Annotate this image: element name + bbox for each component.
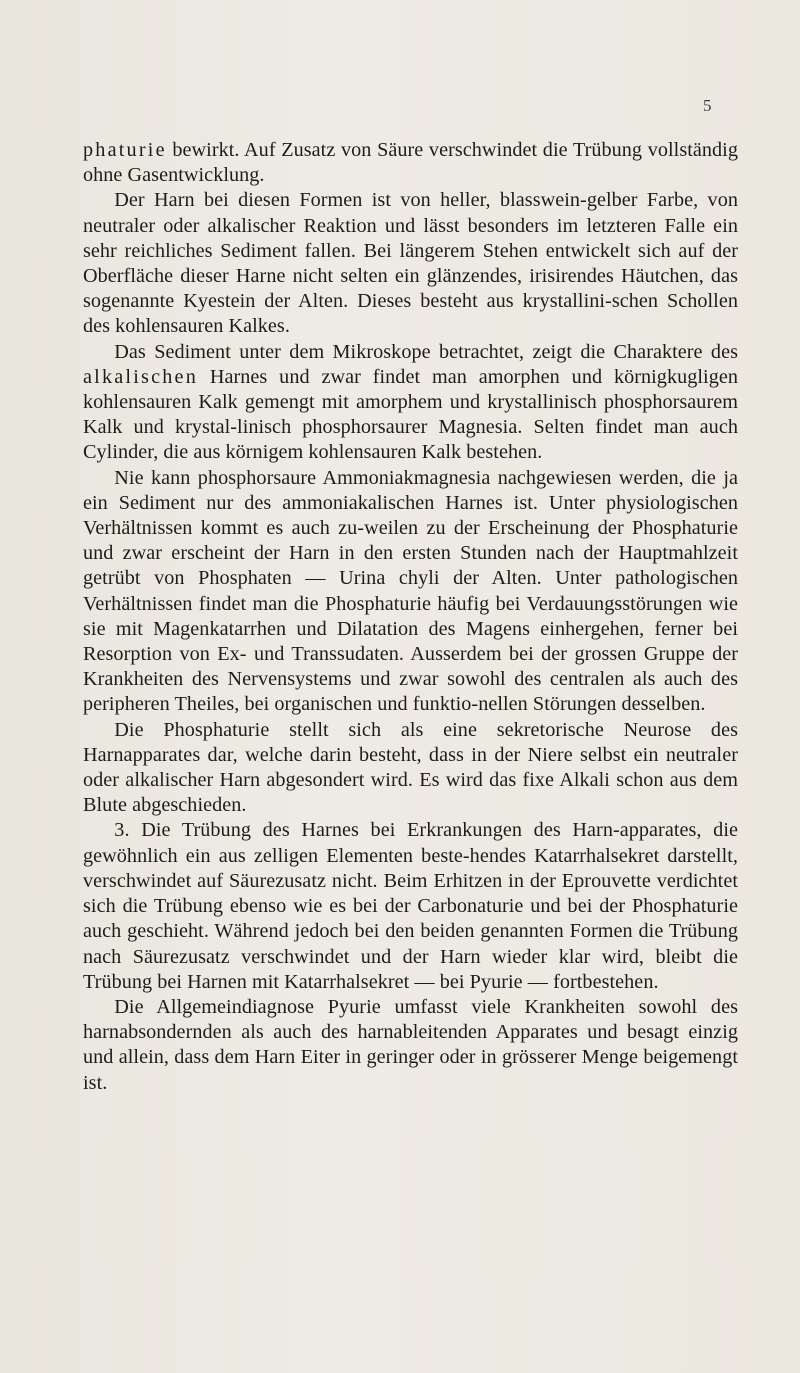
page-number: 5 [703, 96, 712, 115]
paragraph-2: Der Harn bei diesen Formen ist von heller, blasswein-gelber Farbe, von neutraler oder alkalischer Reaktion und lässt besonders im letzteren Falle ein sehr reichliches Sediment fallen. Bei längerem Stehen entwickelt sich auf der Oberfläche dieser Harne nicht selten ein glänzendes, irisirendes Häutchen, das sogenannte Kyestein der Alten. Dieses besteht aus krystallini-schen Schollen des kohlensauren Kalkes. [83, 189, 738, 338]
paragraph-text: Das Sediment unter dem Mikroskope betrachtet, zeigt die Charaktere des [114, 340, 738, 363]
paragraph-4: Nie kann phosphorsaure Ammoniakmagnesia nachgewiesen werden, die ja ein Sediment nur des ammoniakalischen Harnes ist. Unter physiologischen Verhältnissen kommt es auch zu-weilen zu der Erscheinung der Phosphaturie und zwar erscheint der Harn in den ersten Stunden nach der Hauptmahlzeit getrübt von Phosphaten — Urina chyli der Alten. Unter pathologischen Verhältnissen findet man die Phosphaturie häufig bei Verdauungsstörungen wie sie mit Magenkatarrhen und Dilatation des Magens einhergehen, ferner bei Resorption von Ex- und Transsudaten. Ausserdem bei der grossen Gruppe der Krankheiten des Nervensystems und zwar sowohl des centralen als auch des peripheren Theiles, bei organischen und funktio-nellen Störungen desselben. [83, 466, 738, 716]
paragraph-text: bewirkt. Auf Zusatz von Säure verschwindet die Trübung vollständig ohne Gasentwicklung. [83, 139, 738, 187]
spaced-word: phaturie [83, 139, 167, 161]
paragraph-5: Die Phosphaturie stellt sich als eine sekretorische Neurose des Harnapparates dar, welche darin besteht, dass in der Niere selbst ein neutraler oder alkalischer Harn abgesondert wird. Es wird das fixe Alkali schon aus dem Blute abgeschieden. [83, 718, 738, 817]
paragraph-text: Harnes und zwar findet man amorphen und körnigkugligen kohlensauren Kalk gemengt mit amorphem und krystallinisch phosphorsaurem Kalk und krystal-linisch phosphorsaurer Magnesia. Selten findet man auch Cylinder, die aus körnigem kohlensauren Kalk bestehen. [83, 365, 738, 464]
paragraph-7: Die Allgemeindiagnose Pyurie umfasst viele Krankheiten sowohl des harnabsondernden als auch des harnableitenden Apparates und besagt einzig und allein, dass dem Harn Eiter in geringer oder in grösserer Menge beigemengt ist. [83, 995, 738, 1094]
paragraph-1 [83, 138, 738, 188]
paragraph-3 [83, 340, 738, 466]
body-text [83, 138, 738, 1096]
paragraph-6: 3. Die Trübung des Harnes bei Erkrankungen des Harn-apparates, die gewöhnlich ein aus zelligen Elementen beste-hendes Katarrhalsekret darstellt, verschwindet auf Säurezusatz nicht. Beim Erhitzen in der Eprouvette verdichtet sich die Trübung ebenso wie es bei der Carbonaturie und bei der Phosphaturie auch geschieht. Während jedoch bei den beiden genannten Formen die Trübung nach Säurezusatz verschwindet und der Harn wieder klar wird, bleibt die Trübung bei Harnen mit Katarrhalsekret — bei Pyurie — fortbestehen. [83, 819, 738, 993]
spaced-word: alkalischen [83, 365, 199, 388]
